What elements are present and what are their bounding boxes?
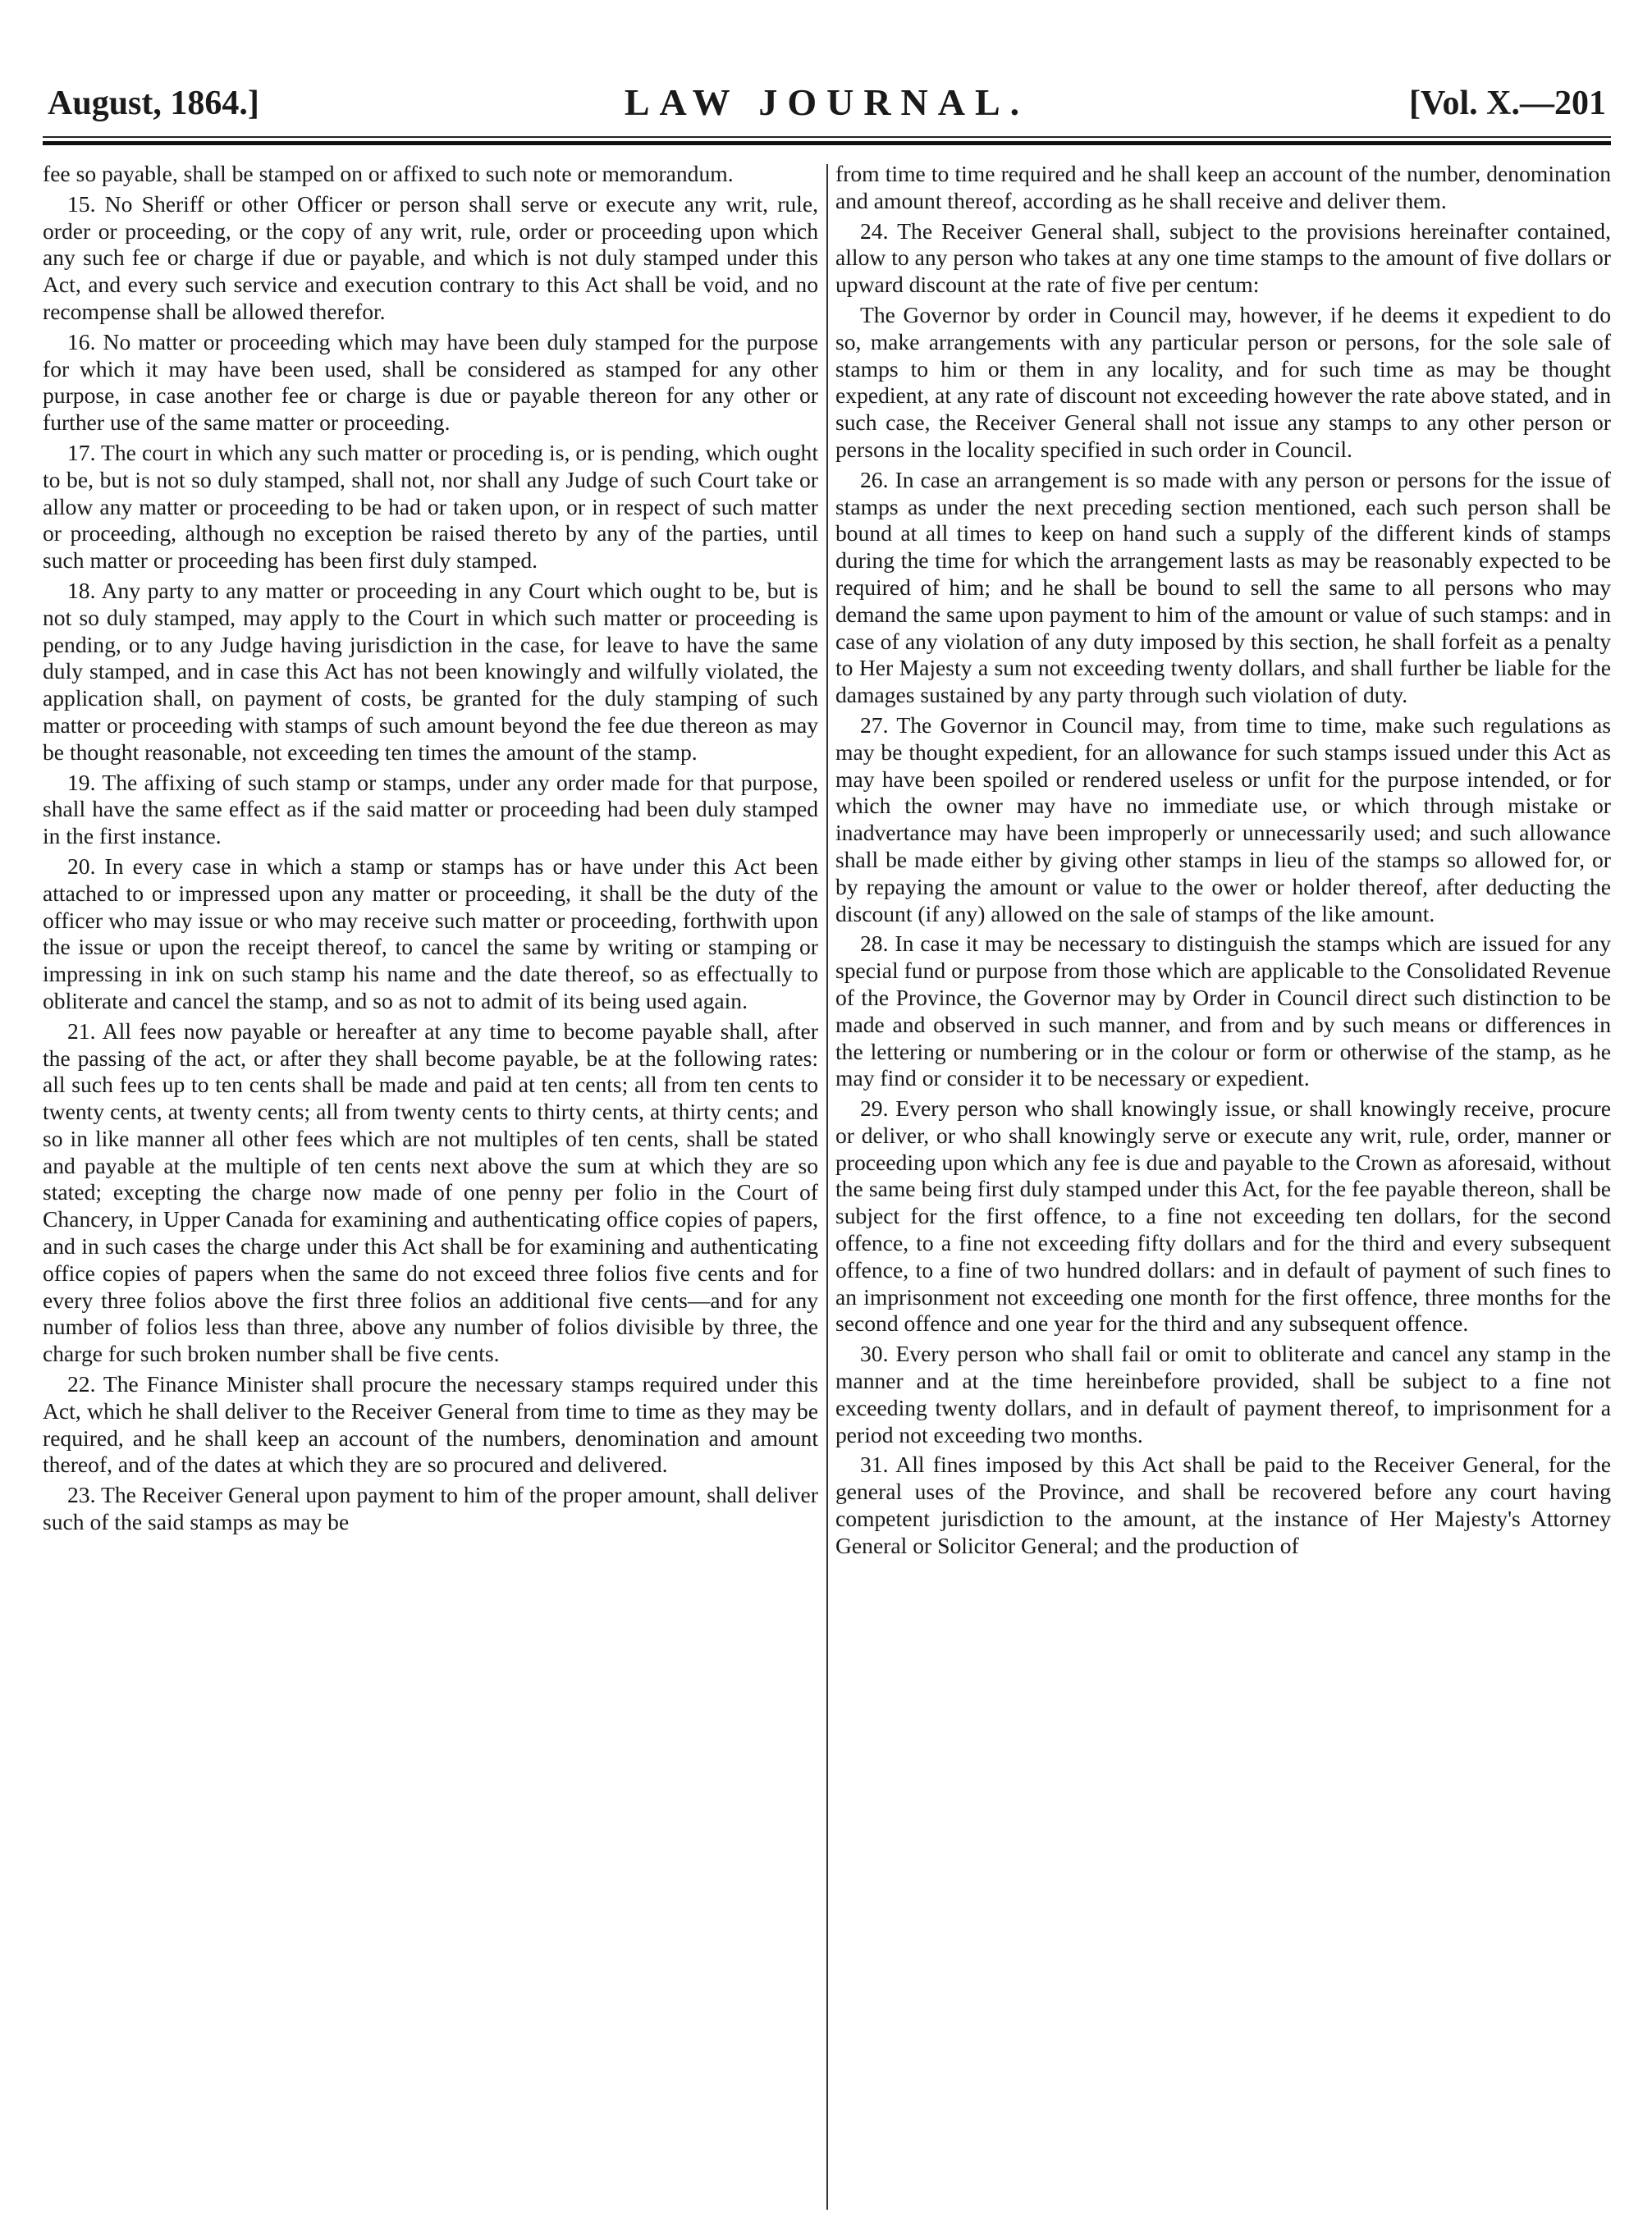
- section-27: 27. The Governor in Council may, from time to time, make such regulations as may be thought expedient, for an allowance for such stamps issued under this Act as may have been spoiled or rendered useless or unfit for the purpose intended, or for which the owner may have no immediate use, or which through mistake or inadvertance may have been improperly or unnecessarily used; and such allowance shall be made either by giving other stamps in lieu of the stamps so allowed for, or by repaying the amount or value to the ower or holder thereof, after deducting the discount (if any) allowed on the sale of stamps of the like amount.: [835, 711, 1611, 926]
- section-19: 19. The affixing of such stamp or stamps, under any order made for that purpose, shall have the same effect as if the said matter or proceeding had been duly stamped in the first instance.: [43, 769, 818, 849]
- section-25: The Governor by order in Council may, however, if he deems it expedient to do so, make arrangements with any particular person or persons, for the sole sale of stamps to him or them in any locality, and for such time as may be thought expedient, at any rate of discount not exceeding however the rate above stated, and in such case, the Receiver General shall not issue any stamps to any other person or persons in the locality specified in such order in Council.: [835, 301, 1611, 462]
- section-28: 28. In case it may be necessary to distinguish the stamps which are issued for any special fund or purpose from those which are applicable to the Consolidated Revenue of the Province, the Governor may by Order in Council direct such distinction to be made and observed in such manner, and from and by such means or differences in the lettering or numbering or in the colour or form or otherwise of the stamp, as he may find or consider it to be necessary or expedient.: [835, 931, 1611, 1091]
- header-rule-thin: [43, 136, 1611, 138]
- left-column: [43, 161, 818, 2213]
- section-20: 20. In every case in which a stamp or stamps has or have under this Act been attached to or impressed upon any matter or proceeding, it shall be the duty of the officer who may issue or who may receive such matter or proceeding, forthwith upon the issue or upon the receipt thereof, to cancel the same by writing or stamping or impressing in ink on such stamp his name and the date thereof, so as effectually to obliterate and cancel the stamp, and so as not to admit of its being used again.: [43, 853, 818, 1013]
- volume-page-number: [Vol. X.—201: [1409, 85, 1606, 122]
- section-15: 15. No Sheriff or other Officer or person shall serve or execute any writ, rule, order or proceeding, or the copy of any writ, rule, order or proceeding upon which any such fee or charge if due or payable, and which is not duly stamped under this Act, and every such service and execution contrary to this Act shall be void, and no recompense shall be allowed therefor.: [43, 190, 818, 324]
- paragraph-continued: fee so payable, shall be stamped on or affixed to such note or memorandum.: [43, 161, 734, 186]
- section-30: 30. Every person who shall fail or omit to obliterate and cancel any stamp in the manner and at the time hereinbefore provided, shall be subject to a fine not exceeding twenty dollars, and in default of payment thereof, to imprisonment for a period not exceeding two months.: [835, 1341, 1611, 1447]
- text-columns: [43, 161, 1611, 2213]
- issue-date: August, 1864.]: [48, 85, 259, 122]
- header-rule-thick: [43, 141, 1611, 145]
- page-header: [43, 0, 1611, 123]
- section-29: 29. Every person who shall knowingly issue, or shall knowingly receive, procure or deliver, or who shall knowingly serve or execute any writ, rule, order, manner or proceeding upon which any fee is due and payable to the Crown as aforesaid, without the same being first duly stamped under this Act, for the fee payable thereon, shall be subject for the first offence, to a fine not exceeding ten dollars, for the second offence, to a fine not exceeding fifty dollars and for the third and every subsequent offence, to a fine of two hundred dollars: and in default of payment of such fines to an imprisonment not exceeding one month for the first offence, three months for the second offence and one year for the third and any subsequent offence.: [835, 1095, 1611, 1337]
- section-16: 16. No matter or proceeding which may have been duly stamped for the purpose for which it may have been used, shall be considered as stamped for any other purpose, in case another fee or charge is due or payable thereon for any other or further use of the same matter or proceeding.: [43, 328, 818, 436]
- paragraph-continued: from time to time required and he shall keep an account of the number, denomination and amount thereof, according as he shall receive and deliver them.: [835, 161, 1611, 213]
- right-column: [835, 161, 1611, 2213]
- section-24: 24. The Receiver General shall, subject to the provisions hereinafter contained, allow to any person who takes at any one time stamps to the amount of five dollars or upward discount at the rate of five per centum:: [835, 217, 1611, 298]
- column-divider: [826, 164, 828, 2210]
- section-22: 22. The Finance Minister shall procure the necessary stamps required under this Act, which he shall deliver to the Receiver General from time to time as they may be required, and he shall keep an account of the numbers, denomination and amount thereof, and of the dates at which they are so procured and delivered.: [43, 1371, 818, 1478]
- journal-title: LAW JOURNAL.: [624, 81, 1030, 123]
- section-26: 26. In case an arrangement is so made with any person or persons for the issue of stamps as under the next preceding section mentioned, each such person shall be bound at all times to keep on hand such a supply of the different kinds of stamps during the time for which the arrangement lasts as may be reasonably expected to be required of him; and he shall be bound to sell the same to all persons who may demand the same upon payment to him of the amount or value of such stamps: and in case of any violation of any duty imposed by this section, he shall forfeit as a penalty to Her Majesty a sum not exceeding twenty dollars, and shall further be liable for the damages sustained by any party through such violation of duty.: [835, 466, 1611, 708]
- section-23: 23. The Receiver General upon payment to him of the proper amount, shall deliver such of the said stamps as may be: [43, 1482, 818, 1535]
- section-17: 17. The court in which any such matter or proceding is, or is pending, which ought to be, but is not so duly stamped, shall not, nor shall any Judge of such Court take or allow any matter or proceeding to be had or taken upon, or in respect of such matter or proceeding, although no exception be raised thereto by any of the parties, until such matter or proceeding has been first duly stamped.: [43, 439, 818, 574]
- section-18: 18. Any party to any matter or proceeding in any Court which ought to be, but is not so duly stamped, may apply to the Court in which such matter or proceeding is pending, or to any Judge having jurisdiction in the case, for leave to have the same duly stamped, and in case this Act has not been knowingly and wilfully violated, the application shall, on payment of costs, be granted for the duly stamping of such matter or proceeding with stamps of such amount beyond the fee due thereon as may be thought reasonable, not exceeding ten times the amount of the stamp.: [43, 577, 818, 765]
- section-31: 31. All fines imposed by this Act shall be paid to the Receiver General, for the general uses of the Province, and shall be recovered before any court having competent jurisdiction to the amount, at the instance of Her Majesty's Attorney General or Solicitor General; and the production of: [835, 1452, 1611, 1558]
- section-21: 21. All fees now payable or hereafter at any time to become payable shall, after the passing of the act, or after they shall become payable, be at the following rates: all such fees up to ten cents shall be made and paid at ten cents; all from ten cents to twenty cents, at twenty cents; all from twenty cents to thirty cents, at thirty cents; and so in like manner all other fees which are not multiples of ten cents, shall be stated and payable at the multiple of ten cents next above the sum at which they are so stated; excepting the charge now made of one penny per folio in the Court of Chancery, in Upper Canada for examining and authenticating office copies of papers, and in such cases the charge under this Act shall be for examining and authenticating office copies of papers when the same do not exceed three folios five cents and for every three folios above the first three folios an additional five cents—and for any number of folios less than three, above any number of folios divisible by three, the charge for such broken number shall be five cents.: [43, 1017, 818, 1367]
